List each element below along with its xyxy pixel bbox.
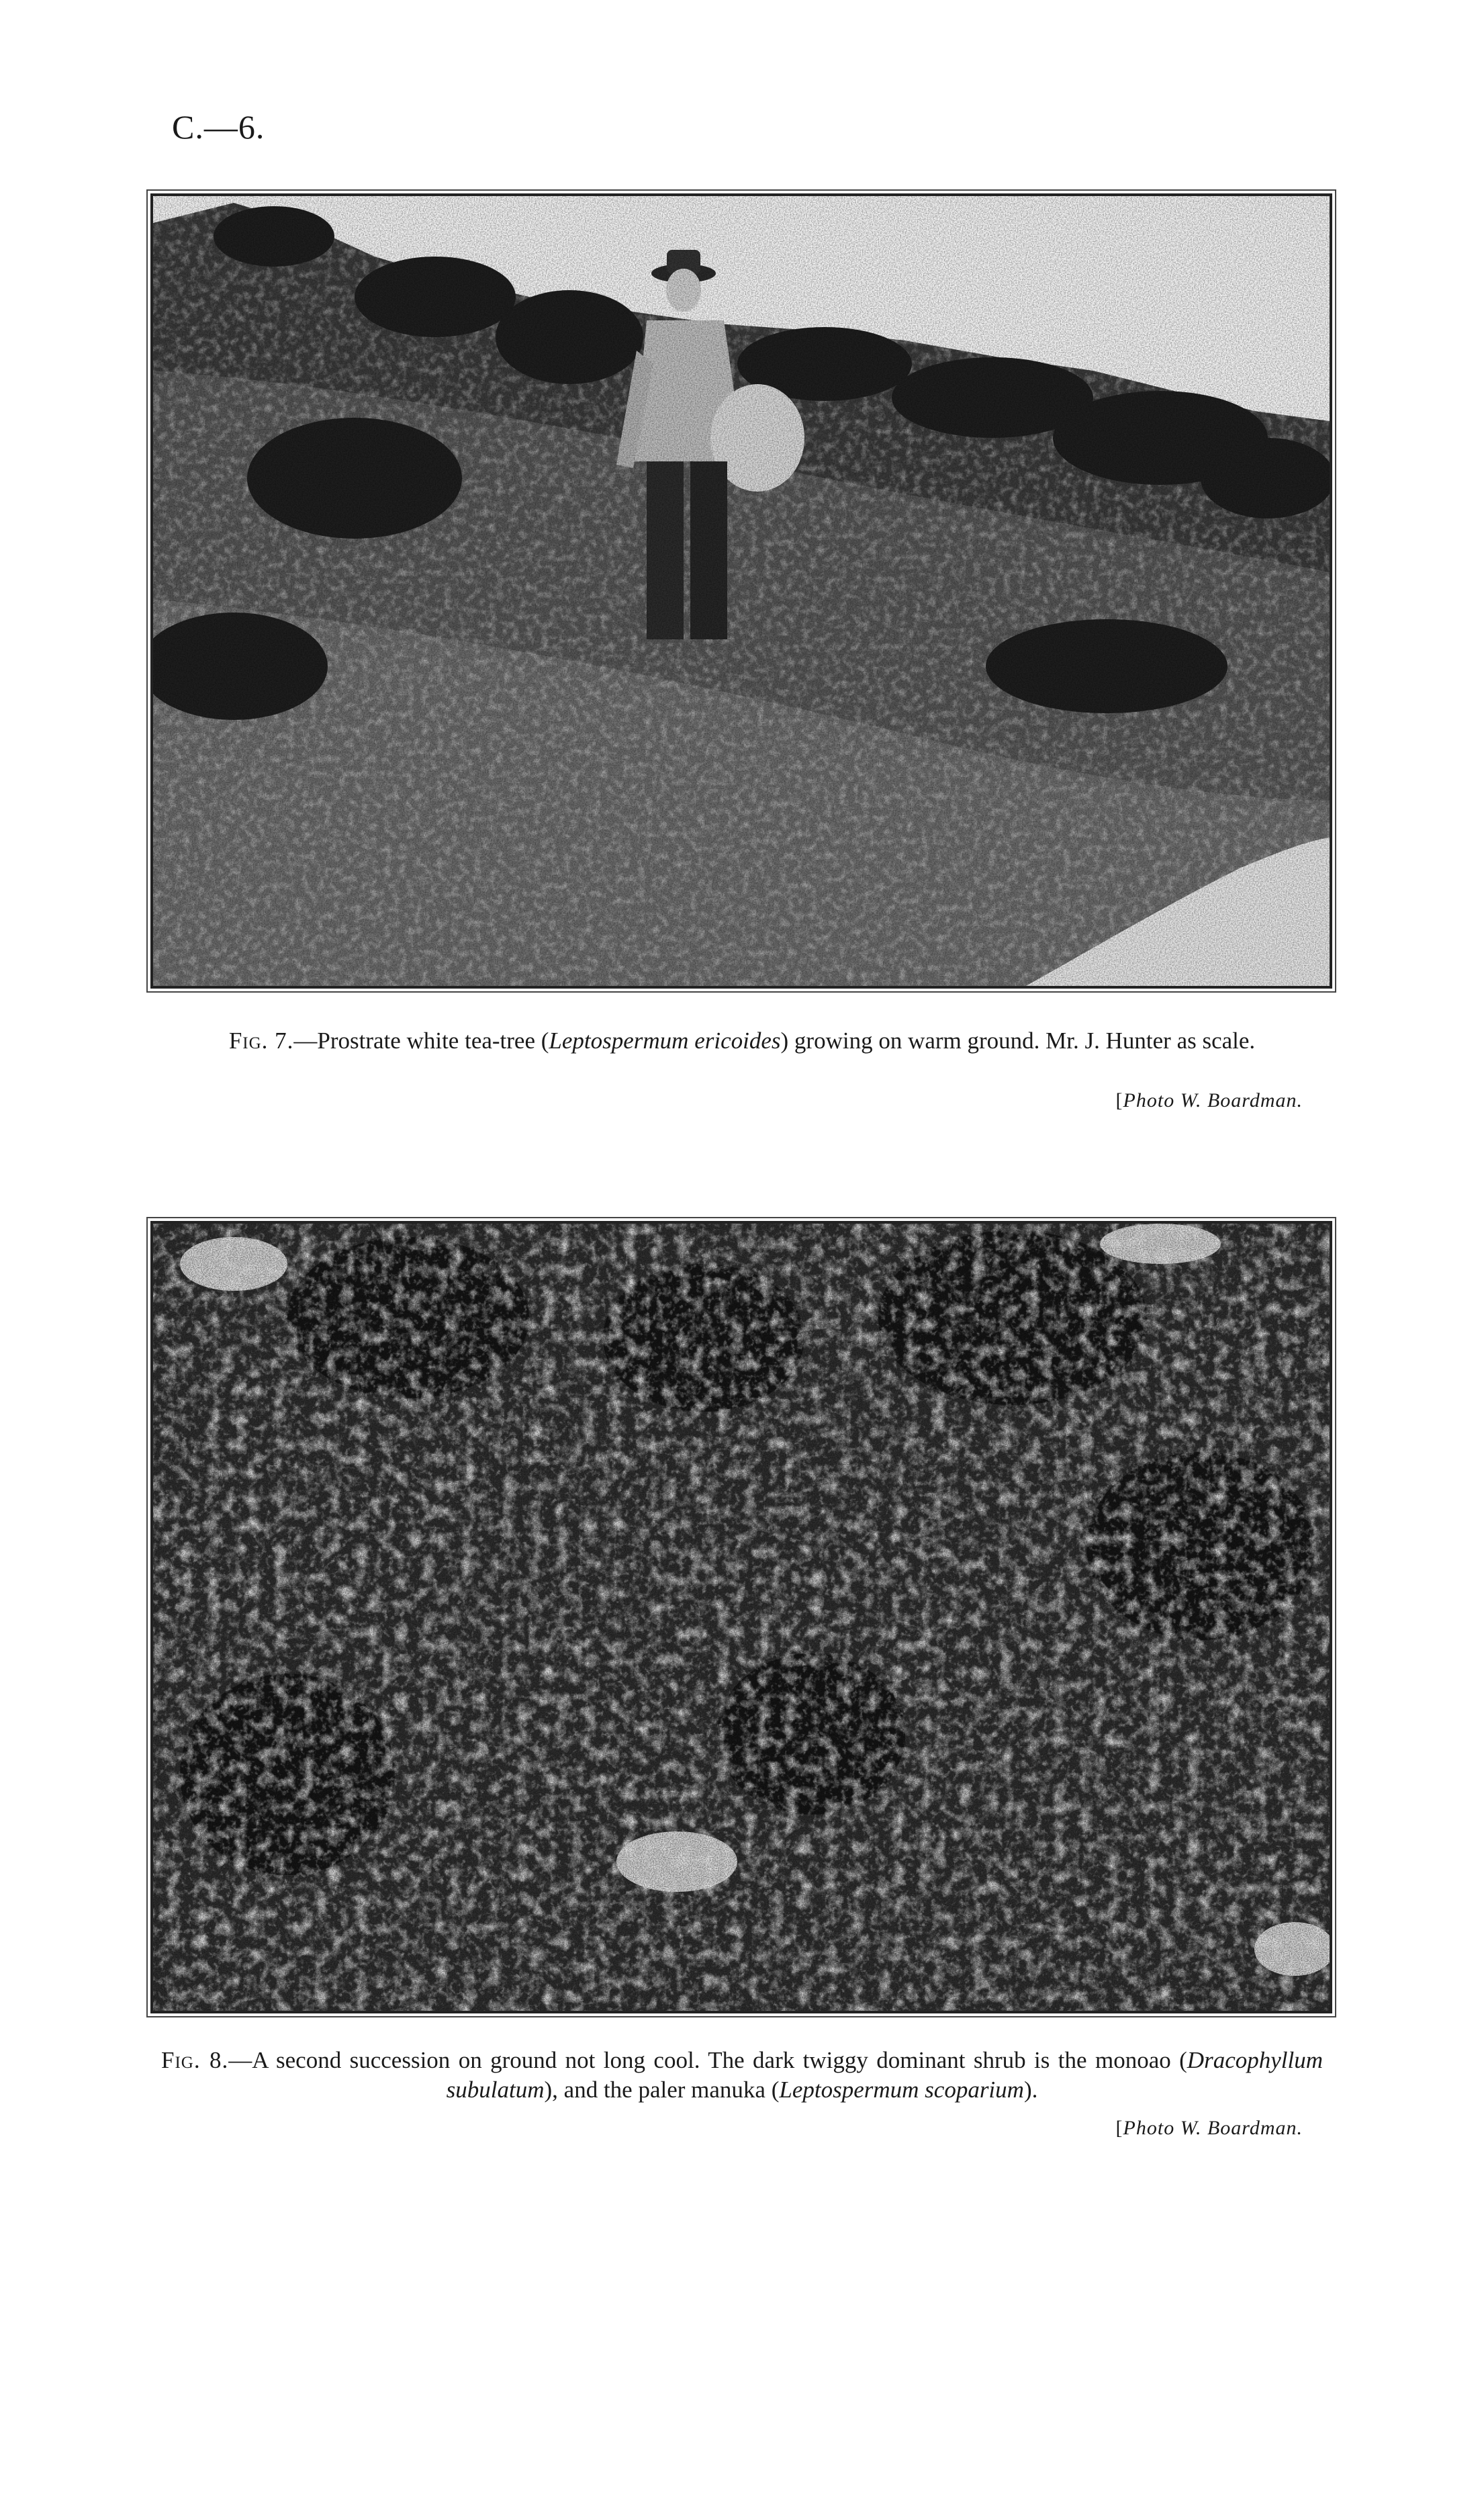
figure-8-label: Fig. 8.: [161, 2047, 229, 2073]
figure-7-scene: [153, 196, 1330, 986]
figure-8-credit-text: Photo W. Boardman.: [1123, 2117, 1303, 2139]
figure-7-label: Fig. 7.: [228, 1028, 294, 1054]
figure-8-caption-middle: ), and the paler manuka (: [544, 2077, 780, 2103]
figure-8-species-1: Dracophyllum subulatum: [446, 2047, 1323, 2103]
figure-8-caption-suffix: ).: [1023, 2077, 1038, 2103]
figure-7-credit-text: Photo W. Boardman.: [1123, 1089, 1303, 1111]
figure-7-species: Leptospermum ericoides: [549, 1028, 781, 1054]
figure-7-photograph: [150, 193, 1332, 989]
figure-8-scene: [153, 1224, 1330, 2011]
figure-8-species-2: Leptospermum scoparium: [779, 2077, 1024, 2103]
figure-8-credit: [Photo W. Boardman.: [1115, 2117, 1303, 2139]
figure-7-caption-suffix: ) growing on warm ground. Mr. J. Hunter as scale.: [780, 1028, 1256, 1054]
figure-7-caption-prefix: —Prostrate white tea-tree (: [293, 1028, 549, 1054]
figure-7-credit: [Photo W. Boardman.: [1115, 1089, 1303, 1111]
figure-8-caption-prefix: —A second succession on ground not long cool. The dark twiggy dominant shrub is the monoao (: [228, 2047, 1187, 2073]
figure-8-caption: [161, 2046, 1323, 2105]
page-reference: C.—6.: [172, 108, 265, 146]
figure-7-caption: [161, 1026, 1323, 1056]
figure-8-photograph: [150, 1221, 1332, 2013]
